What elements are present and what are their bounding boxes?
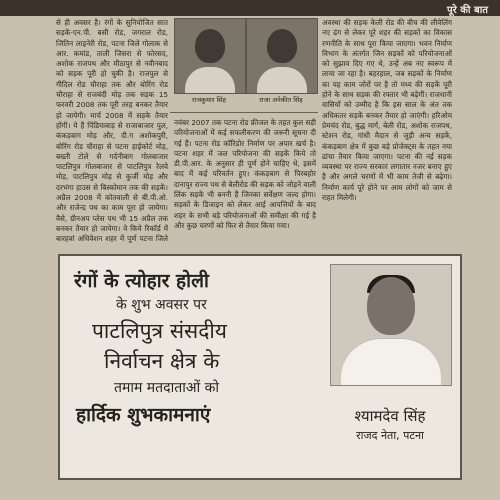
ad-message bbox=[74, 268, 328, 430]
ad-line-constituency: पाटलिपुत्र संसदीय bbox=[92, 319, 227, 343]
ad-portrait-photo bbox=[330, 264, 452, 386]
ad-line-occasion: के शुभ अवसर पर bbox=[116, 297, 207, 313]
photo-caption-2: राजा अनेकीत सिंह bbox=[259, 96, 303, 104]
ad-line-voters: तमाम मतदाताओं को bbox=[114, 380, 219, 396]
article-middle-column: नवंबर 2007 तक पटना रोड फ्रीजल के तहत कुल सड़ी परियोजनाओं में कई सफलीकरण की जरूरी सूचना दी गई हैं। पटना रोड कॉरिडोर निर्माण पर अपार खर्च है। पटना शहर में जल परियोजना की सड़कें किये तो डी.पी.आर. के अनुसार ही पूर्ण होने चाहिए थे, इसमें बाद में कई परिवर्तन हुए। कंकड़बाग से पिरबहोर दानापुर राज्य पथ से बेलीरोड की सड़क को जोड़ने वाली लिंक सड़कें भी बननी हैं जिनका सर्वेक्षण जल्द होगा। सड़कों के डिजाइन को लेकर आई आपत्तियों के बाद शहर के सभी बड़े परियोजनाओं की समीक्षा की गई है और कुछ चरणों को फिर से तैयार किया गया। bbox=[174, 118, 316, 230]
portrait-body-1 bbox=[185, 67, 235, 93]
ad-portrait-head bbox=[367, 277, 415, 335]
portrait-photo-1 bbox=[174, 18, 246, 94]
holi-greeting-ad bbox=[58, 254, 462, 480]
ad-line-electoral-area: निर्वाचन क्षेत्र के bbox=[104, 349, 220, 373]
portrait-head-1 bbox=[195, 29, 225, 63]
article-right-column: अवस्था की सड़क केली रोड की बीच की लीवेलिंग नए ढंग से लेकर पूरे शहर की सड़कों का विकास रणनीति के साथ पूरा किया जाएगा। भवन निर्माण विभाग के अंतर्गत जिन सड़कों को परियोजनाओं को सुझाव दिए गए थे, उन्हें अब नए स्वरूप में लाया जा रहा है। बहरहाल, जब सड़कों के निर्माण का यह काम जोरों पर है तो मध्य की सड़कें पूरी होने के साथ सड़क की रफ्तार भी बढ़ेगी। राजधानी वासियों को उम्मीद है कि इस साल के अंत तक अधिकतर सड़कें बनकर तैयार हो जाएंगी। हरिओम प्रेमचंद रोड, बुद्ध मार्ग, बेली रोड, अशोक राजपथ, स्टेशन रोड, गांधी मैदान से जुड़ी अन्य सड़कें, कंकड़बाग क्षेत्र में कुछ बड़े प्रोजेक्ट्स के तहत नया ढांचा तैयार किया जाएगा। पटना की नई सड़क व्यवस्था पर राज्य सरकार लगातार नजर बनाए हुए है और अगले चरणों में भी काम तेजी से बढ़ेगा। निर्माण कार्य पूरे होने पर आम लोगों को जाम से राहत मिलेगी। bbox=[322, 18, 452, 203]
ad-person-designation: राजद नेता, पटना bbox=[356, 429, 424, 442]
portrait-photo-2 bbox=[246, 18, 318, 94]
portrait-head-2 bbox=[267, 29, 297, 63]
section-label: पूरे की बात bbox=[446, 5, 488, 16]
header-strip bbox=[0, 0, 500, 16]
portrait-body-2 bbox=[257, 67, 307, 93]
ad-line-greetings: हार्दिक शुभकामनाएं bbox=[76, 404, 211, 426]
ad-line-festival: रंगों के त्योहार होली bbox=[74, 270, 209, 292]
article-left-column: से ही अवसर है। रंगों के सुनियोजित सात सड़कें-एन.पी. बसी रोड, जगराल रोड, जितिन लाइनेरी रोड, पटना जिले गोलाक से आर. कमांड, ताली जिसरा से फोरसद, अशोक राजपथ और मीठापुर से नवीनबाद को सड़क पूरी हो चुकी है। राजपुल से गीदिल रोड चौराहा तक और बोरिंग रोड चौराहा से राजबंदी मोड़ तक सड़क 15 फरवरी 2008 तक पूरी तरह बनकर तैयार हो जायेगी। मार्च 2008 में सड़के तैयार होंगी। ये हैं पिंडियाबाड़ से राजाबाजार पुल, कंकड़बाग मोड़ और, दी.ग अशोकपुरी, बोरिंग रोड चौराहा से पटना हाईकोर्ट मोड़, बख्ती टोले से गर्दनीबाग गोलबाजार पाटलिपुत्र गोलबाजार से पाटलिपुत्र रेलवे मोड़, पाटलिपुत्र मोड़ से कुर्जी मोड़ और दरभंगा हाउस से बिस्कोमान तक की सड़कें। अप्रैल 2008 में कोतवाली से बी.पी.ओ. और राजेन्द्र पथ का काम पूरा हो जायेगा। वैसे, ग्रीनअप प्लेस पथ भी 15 अप्रैल तक बनकर तैयार हो जायेगा। वे किये रिकॉर्ड में बारहवां अधिवेशन शहर में पूर्ण पटना जिले bbox=[56, 18, 168, 244]
column-rule bbox=[170, 112, 318, 113]
ad-portrait-body bbox=[341, 338, 441, 385]
ad-person-name: श्यामदेव सिंह bbox=[354, 407, 426, 425]
photo-caption-1: राजकुमार सिंह bbox=[192, 96, 226, 104]
